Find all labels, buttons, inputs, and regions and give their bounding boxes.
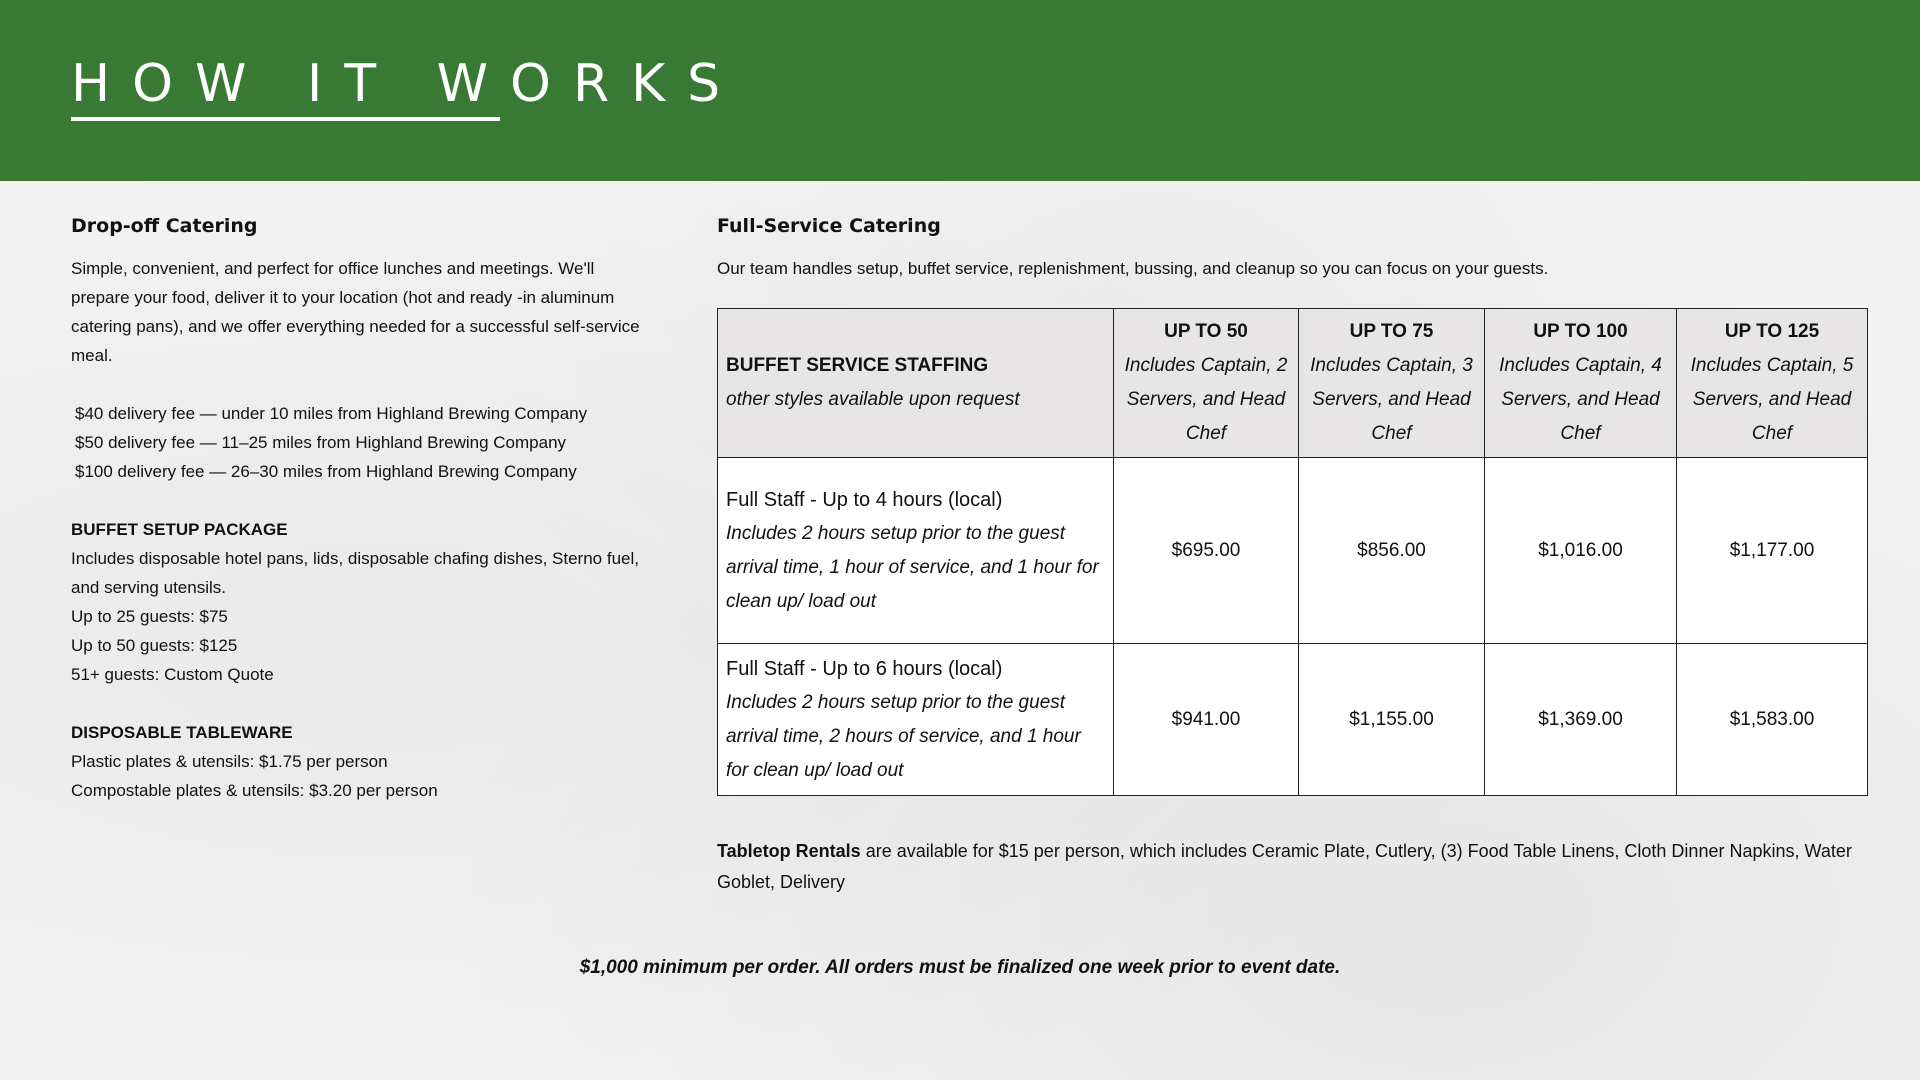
- delivery-fee: $100 delivery fee — 26–30 miles from Highland Brewing Company: [75, 462, 577, 481]
- price-cell: $941.00: [1114, 644, 1299, 796]
- column-subtitle: Includes Captain, 5 Servers, and Head Chef: [1690, 355, 1854, 444]
- row-label-cell: [718, 458, 1114, 644]
- column-subtitle: Includes Captain, 2 Servers, and Head Chef: [1124, 355, 1288, 444]
- buffet-setup-price: 51+ guests: Custom Quote: [71, 665, 274, 684]
- dropoff-intro: Simple, convenient, and perfect for office lunches and meetings. We'll prepare your food, deliver it to your location (hot and ready -in aluminum catering pans), and we offer everything needed for a successful self-service meal.: [71, 259, 640, 365]
- row-header-subtitle: other styles available upon request: [726, 389, 1020, 410]
- column-title: UP TO 100: [1533, 321, 1628, 342]
- full-service-intro: Our team handles setup, buffet service, replenishment, bussing, and cleanup so you can focus on your guests.: [717, 259, 1549, 278]
- buffet-setup-price: Up to 50 guests: $125: [71, 636, 238, 655]
- column-header: [1299, 309, 1485, 458]
- table-header-row: [718, 309, 1868, 458]
- tableware-price: Compostable plates & utensils: $3.20 per person: [71, 781, 438, 800]
- minimum-order-note: $1,000 minimum per order. All orders must be finalized one week prior to event date.: [579, 957, 1341, 978]
- price-cell: $695.00: [1114, 458, 1299, 644]
- tabletop-rentals-note: [717, 836, 1867, 898]
- table-row: [718, 458, 1868, 644]
- tableware-heading: DISPOSABLE TABLEWARE: [71, 723, 293, 742]
- rentals-text: are available for $15 per person, which includes Ceramic Plate, Cutlery, (3) Food Table Linens, Cloth Dinner Napkins, Water Goblet, Delivery: [717, 841, 1852, 892]
- buffet-setup-price: Up to 25 guests: $75: [71, 607, 228, 626]
- price-cell: $1,369.00: [1485, 644, 1677, 796]
- rentals-label: Tabletop Rentals: [717, 841, 861, 861]
- row-title: Full Staff - Up to 6 hours (local): [726, 657, 1003, 680]
- column-header: [1485, 309, 1677, 458]
- buffet-setup-description: Includes disposable hotel pans, lids, disposable chafing dishes, Sterno fuel, and serving utensils.: [71, 549, 639, 597]
- column-title: UP TO 50: [1164, 321, 1248, 342]
- staffing-price-table: [717, 308, 1868, 796]
- column-header: [1677, 309, 1868, 458]
- column-header: [1114, 309, 1299, 458]
- row-title: Full Staff - Up to 4 hours (local): [726, 488, 1003, 511]
- full-service-section: [717, 212, 1867, 898]
- row-header-title: BUFFET SERVICE STAFFING: [726, 355, 989, 376]
- row-description: Includes 2 hours setup prior to the guest arrival time, 2 hours of service, and 1 hour for clean up/ load out: [726, 691, 1081, 781]
- delivery-fee: $50 delivery fee — 11–25 miles from Highland Brewing Company: [75, 433, 567, 452]
- row-description: Includes 2 hours setup prior to the guest arrival time, 1 hour of service, and 1 hour for clean up/ load out: [726, 522, 1099, 612]
- price-cell: $856.00: [1299, 458, 1485, 644]
- price-cell: $1,177.00: [1677, 458, 1868, 644]
- tableware-price: Plastic plates & utensils: $1.75 per person: [71, 752, 388, 771]
- column-title: UP TO 125: [1724, 321, 1820, 342]
- delivery-fee: $40 delivery fee — under 10 miles from Highland Brewing Company: [75, 404, 588, 423]
- price-cell: $1,155.00: [1299, 644, 1485, 796]
- dropoff-section: [71, 212, 651, 805]
- buffet-setup-heading: BUFFET SETUP PACKAGE: [71, 520, 288, 539]
- full-service-heading: Full-Service Catering: [717, 215, 941, 237]
- column-subtitle: Includes Captain, 3 Servers, and Head Chef: [1310, 355, 1473, 444]
- page-title: HOW IT WORKS: [71, 54, 743, 114]
- title-underline: [71, 117, 500, 121]
- table-row: [718, 644, 1868, 796]
- header-banner: [0, 0, 1920, 181]
- row-header-cell: [718, 309, 1114, 458]
- dropoff-heading: Drop-off Catering: [71, 215, 258, 237]
- row-label-cell: [718, 644, 1114, 796]
- column-subtitle: Includes Captain, 4 Servers, and Head Chef: [1499, 355, 1662, 444]
- price-cell: $1,583.00: [1677, 644, 1868, 796]
- column-title: UP TO 75: [1349, 321, 1434, 342]
- price-cell: $1,016.00: [1485, 458, 1677, 644]
